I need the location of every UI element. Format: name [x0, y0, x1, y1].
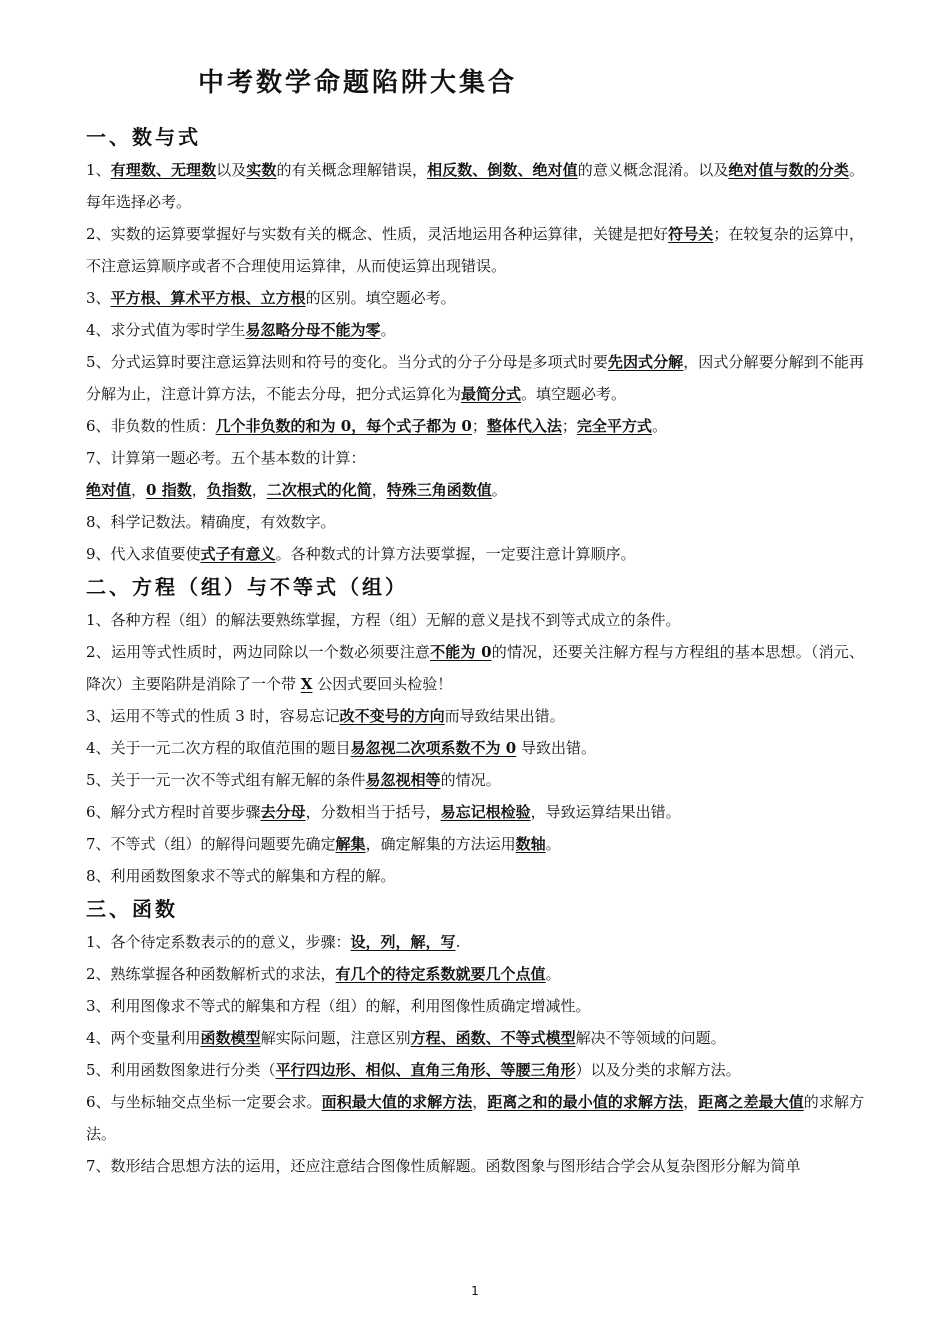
item-text: 。 — [545, 965, 561, 983]
item-text: ，确定解集的方法运用 — [365, 835, 516, 853]
item-text: 6、非负数的性质： — [86, 417, 216, 435]
emphasis-text: 面积最大值的求解方法 — [321, 1093, 473, 1111]
list-item — [86, 700, 864, 732]
emphasis-text: 实数 — [246, 161, 277, 179]
emphasis-text: 式子有意义 — [200, 545, 276, 563]
item-text: 。每年选择必考。 — [86, 161, 864, 211]
list-item — [86, 604, 864, 636]
item-text: ， — [683, 1093, 699, 1111]
item-text: 5、分式运算时要注意运算法则和符号的变化。当分式的分子分母是多项式时要 — [86, 353, 608, 371]
item-text: 7、计算第一题必考。五个基本数的计算： — [86, 449, 366, 467]
item-text: 。填空题必考。 — [521, 385, 627, 403]
item-text: 4、两个变量利用 — [86, 1029, 201, 1047]
item-text: ， — [191, 481, 207, 499]
item-text: 的区别。填空题必考。 — [305, 289, 456, 307]
emphasis-text: 特殊三角函数值 — [386, 481, 492, 499]
emphasis-text: 几个非负数的和为 0，每个式子都为 0 — [215, 417, 472, 435]
item-text: ； — [471, 417, 487, 435]
emphasis-text: 最简分式 — [461, 385, 522, 403]
document-body — [86, 122, 864, 1182]
item-text: 4、求分式值为零时学生 — [86, 321, 246, 339]
item-text: 1、各个待定系数表示的的意义，步骤： — [86, 933, 351, 951]
emphasis-text: 距离之差最大值 — [698, 1093, 804, 1111]
item-text: . — [455, 933, 461, 951]
item-text: 6、与坐标轴交点坐标一定要会求。 — [86, 1093, 322, 1111]
section-heading: 二、方程（组）与不等式（组） — [86, 575, 408, 599]
list-item — [86, 926, 864, 958]
item-text: 解实际问题，注意区别 — [260, 1029, 411, 1047]
item-text: ， — [131, 481, 147, 499]
list-item — [86, 828, 864, 860]
section-heading: 三、函数 — [86, 897, 178, 921]
list-item — [86, 474, 864, 506]
emphasis-text: 有理数、无理数 — [110, 161, 217, 179]
document-title: 中考数学命题陷阱大集合 — [198, 68, 518, 98]
list-item — [86, 154, 864, 218]
emphasis-text: 符号关 — [668, 225, 714, 243]
emphasis-text: 平方根、算术平方根、立方根 — [110, 289, 306, 307]
item-text: 。 — [651, 417, 667, 435]
item-text: ，分数相当于括号， — [305, 803, 441, 821]
item-text: 5、利用函数图象进行分类（ — [86, 1061, 276, 1079]
item-text: ， — [371, 481, 387, 499]
list-item — [86, 282, 864, 314]
item-text: 1、各种方程（组）的解法要熟练掌握，方程（组）无解的意义是找不到等式成立的条件。 — [86, 611, 681, 629]
list-item — [86, 410, 864, 442]
emphasis-text: 不能为 0 — [430, 643, 492, 661]
item-text: 7、数形结合思想方法的运用，还应注意结合图像性质解题。函数图象与图形结合学会从复杂图形分解为简单 — [86, 1157, 801, 1175]
emphasis-text: 易忽略分母不能为零 — [245, 321, 381, 339]
emphasis-text: 设，列，解，写 — [350, 933, 456, 951]
emphasis-text: 有几个的待定系数就要几个点值 — [335, 965, 546, 983]
list-item — [86, 958, 864, 990]
item-text: 的情况。 — [440, 771, 501, 789]
emphasis-text: 易忘记根检验 — [440, 803, 531, 821]
emphasis-text: 改不变号的方向 — [339, 707, 445, 725]
list-item — [86, 990, 864, 1022]
item-text: ， — [251, 481, 267, 499]
emphasis-text: 平行四边形、相似、直角三角形、等腰三角形 — [275, 1061, 576, 1079]
item-text: 2、熟练掌握各种函数解析式的求法， — [86, 965, 336, 983]
item-text: 3、运用不等式的性质 3 时，容易忘记 — [86, 707, 340, 725]
emphasis-text: 相反数、倒数、绝对值 — [427, 161, 578, 179]
item-text: ； — [561, 417, 577, 435]
item-text: ，因式分解要分解到不能再分解为止，注意计算方法，不能去分母，把分式运算化为 — [86, 353, 864, 403]
list-item — [86, 1054, 864, 1086]
item-text: 6、解分式方程时首要步骤 — [86, 803, 261, 821]
item-text: 的意义概念混淆。以及 — [577, 161, 729, 179]
item-text: 8、科学记数法。精确度，有效数字。 — [86, 513, 336, 531]
item-text: 3、利用图像求不等式的解集和方程（组）的解，利用图像性质确定增减性。 — [86, 997, 591, 1015]
emphasis-text: 解集 — [335, 835, 366, 853]
list-item — [86, 1022, 864, 1054]
list-item — [86, 732, 864, 764]
item-text: ；在较复杂的运算中，不注意运算顺序或者不合理使用运算律，从而使运算出现错误。 — [86, 225, 864, 275]
item-text: 9、代入求值要使 — [86, 545, 201, 563]
item-text: 7、不等式（组）的解得问题要先确定 — [86, 835, 336, 853]
emphasis-text: 整体代入法 — [486, 417, 562, 435]
list-item — [86, 764, 864, 796]
list-item — [86, 1086, 864, 1150]
emphasis-text: 易忽视二次项系数不为 0 — [350, 739, 517, 757]
item-text: 。 — [545, 835, 561, 853]
item-text: 3、 — [86, 289, 111, 307]
item-text: 导致出错。 — [516, 739, 596, 757]
item-text: 的求解方法。 — [86, 1093, 864, 1143]
emphasis-text: 数轴 — [515, 835, 546, 853]
item-text: 。 — [380, 321, 396, 339]
item-text: ， — [472, 1093, 488, 1111]
list-item — [86, 346, 864, 410]
emphasis-text: 绝对值与数的分类 — [728, 161, 849, 179]
emphasis-text: 先因式分解 — [607, 353, 684, 371]
list-item — [86, 636, 864, 700]
item-text: 的情况，还要关注解方程与方程组的基本思想。（消元、降次）主要陷阱是消除了一个带 — [86, 643, 864, 693]
emphasis-text: 0 指数 — [146, 481, 192, 499]
list-item — [86, 506, 864, 538]
item-text: 8、利用函数图象求不等式的解集和方程的解。 — [86, 867, 396, 885]
list-item — [86, 796, 864, 828]
item-text: ，导致运算结果出错。 — [530, 803, 681, 821]
emphasis-text: 函数模型 — [200, 1029, 261, 1047]
emphasis-text: 绝对值 — [86, 481, 132, 499]
emphasis-text: 易忽视相等 — [365, 771, 441, 789]
item-text: 。各种数式的计算方法要掌握，一定要注意计算顺序。 — [275, 545, 636, 563]
emphasis-text: 方程、函数、不等式模型 — [410, 1029, 576, 1047]
list-item — [86, 1150, 864, 1182]
item-text: 5、关于一元一次不等式组有解无解的条件 — [86, 771, 366, 789]
item-text: 解决不等领域的问题。 — [575, 1029, 726, 1047]
item-text: 1、 — [86, 161, 111, 179]
emphasis-text: X — [300, 675, 313, 693]
list-item — [86, 314, 864, 346]
emphasis-text: 负指数 — [206, 481, 252, 499]
emphasis-text: 完全平方式 — [576, 417, 652, 435]
list-item — [86, 860, 864, 892]
item-text: ）以及分类的求解方法。 — [575, 1061, 741, 1079]
section-heading: 一、数与式 — [86, 125, 201, 149]
item-text: 公因式要回头检验！ — [312, 675, 453, 693]
item-text: 。 — [491, 481, 507, 499]
item-text: 的有关概念理解错误， — [276, 161, 428, 179]
item-text: 2、运用等式性质时，两边同除以一个数必须要注意 — [86, 643, 431, 661]
item-text: 而导致结果出错。 — [444, 707, 565, 725]
list-item — [86, 442, 864, 474]
emphasis-text: 二次根式的化简 — [266, 481, 372, 499]
item-text: 4、关于一元二次方程的取值范围的题目 — [86, 739, 351, 757]
emphasis-text: 距离之和的最小值的求解方法 — [487, 1093, 684, 1111]
list-item — [86, 218, 864, 282]
page-number: 1 — [471, 1284, 479, 1298]
item-text: 2、实数的运算要掌握好与实数有关的概念、性质，灵活地运用各种运算律，关键是把好 — [86, 225, 669, 243]
item-text: 以及 — [216, 161, 247, 179]
list-item — [86, 538, 864, 570]
emphasis-text: 去分母 — [260, 803, 306, 821]
